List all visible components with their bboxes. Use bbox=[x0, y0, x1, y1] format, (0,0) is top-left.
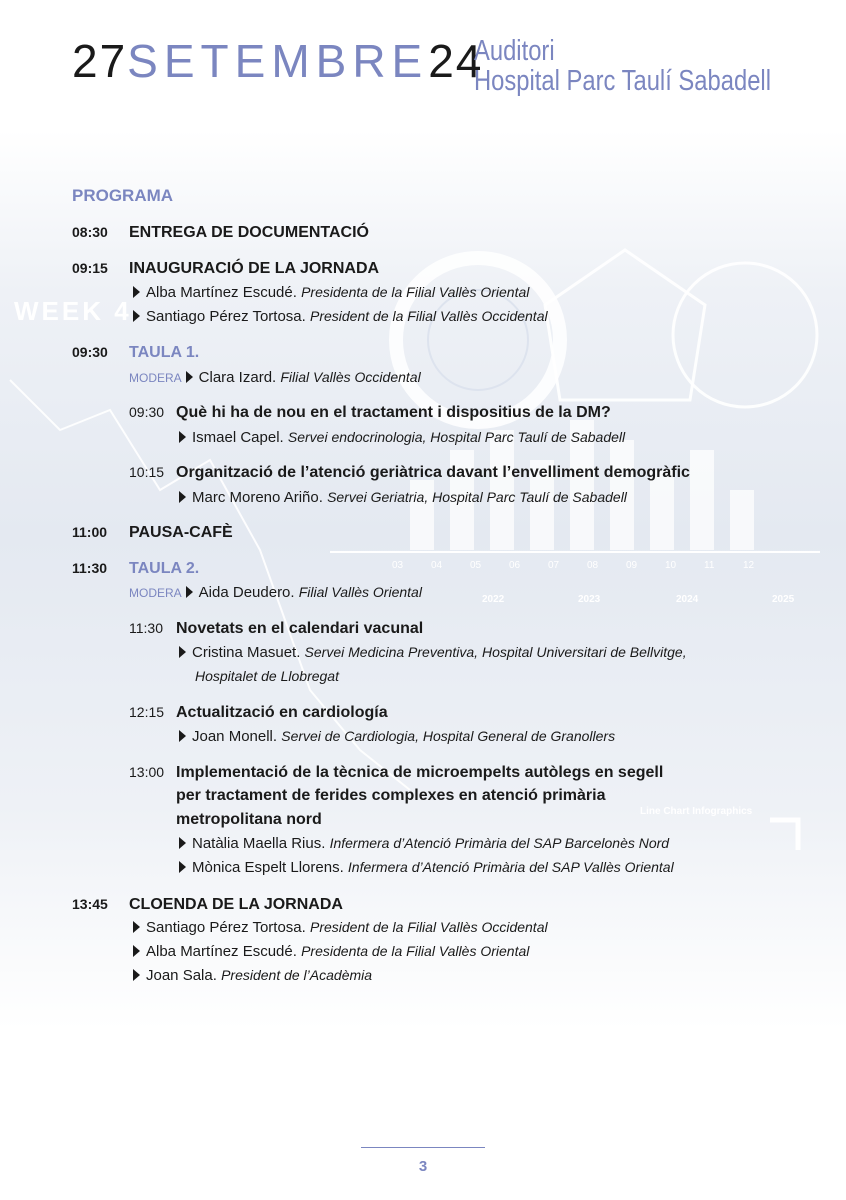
talk-title-line-3: metropolitana nord bbox=[176, 811, 322, 828]
pausa-title: PAUSA-CAFÈ bbox=[129, 524, 233, 541]
pausa-row bbox=[72, 524, 233, 542]
talk-title: Organització de l’atenció geriàtrica davant l’envelliment demogràfic bbox=[176, 464, 690, 481]
bg-year: 2025 bbox=[772, 594, 795, 605]
bg-week-text: WEEK 4 bbox=[14, 296, 132, 326]
caret-right-icon bbox=[133, 921, 140, 933]
taula2-title: TAULA 2. bbox=[129, 560, 200, 577]
speaker-line bbox=[133, 943, 529, 960]
speaker-name: Cristina Masuet. bbox=[192, 644, 301, 661]
speaker-role: Servei Geriatria, Hospital Parc Taulí de Sabadell bbox=[327, 489, 627, 505]
moderator-role: Filial Vallès Occidental bbox=[280, 369, 421, 385]
venue bbox=[474, 36, 771, 96]
bg-chart-num: 11 bbox=[704, 560, 715, 571]
talk-row bbox=[129, 764, 663, 782]
speaker-line bbox=[179, 835, 669, 852]
talk-time: 11:30 bbox=[129, 620, 163, 636]
caret-right-icon bbox=[179, 646, 186, 658]
taula1-time: 09:30 bbox=[72, 344, 108, 360]
speaker-name: Joan Sala. bbox=[146, 967, 217, 984]
moderator-label: MODERA bbox=[129, 371, 182, 385]
caret-right-icon bbox=[179, 861, 186, 873]
inaugura-row bbox=[72, 260, 379, 278]
talk-time: 10:15 bbox=[129, 464, 165, 480]
speaker-role: President de l’Acadèmia bbox=[221, 967, 373, 983]
venue-line-1: Auditori bbox=[474, 35, 555, 67]
bg-year: 2023 bbox=[578, 594, 601, 605]
speaker-role: Servei endocrinologia, Hospital Parc Taulí de Sabadell bbox=[287, 429, 626, 445]
program-label: PROGRAMA bbox=[72, 186, 174, 205]
speaker-name: Ismael Capel. bbox=[192, 429, 284, 446]
talk-title-cont bbox=[176, 787, 606, 805]
bg-infographic-label: Line Chart Infographics bbox=[640, 806, 753, 817]
caret-right-icon bbox=[179, 491, 186, 503]
bg-chart-num: 09 bbox=[626, 560, 638, 571]
entrega-row bbox=[72, 224, 369, 242]
speaker-name: Mònica Espelt Llorens. bbox=[192, 859, 344, 876]
taula2-row bbox=[72, 560, 199, 578]
speaker-line bbox=[179, 489, 627, 506]
entrega-title: ENTREGA DE DOCUMENTACIÓ bbox=[129, 224, 369, 241]
moderator-name: Clara Izard. bbox=[198, 369, 277, 386]
speaker-role: Presidenta de la Filial Vallès Oriental bbox=[301, 943, 530, 959]
pausa-time: 11:00 bbox=[72, 524, 108, 540]
speaker-line bbox=[179, 429, 625, 446]
talk-row bbox=[129, 704, 388, 722]
speaker-role: Infermera d’Atenció Primària del SAP Barcelonès Nord bbox=[329, 835, 670, 851]
footer-divider bbox=[361, 1147, 485, 1148]
talk-title-cont bbox=[176, 811, 322, 829]
speaker-line bbox=[179, 859, 674, 876]
bg-chart-num: 03 bbox=[392, 560, 404, 571]
speaker-line bbox=[133, 919, 548, 936]
speaker-role: Servei de Cardiologia, Hospital General de Granollers bbox=[281, 728, 616, 744]
talk-title: Novetats en el calendari vacunal bbox=[176, 620, 424, 637]
speaker-line bbox=[179, 728, 615, 745]
taula1-title: TAULA 1. bbox=[129, 344, 200, 361]
speaker-name: Marc Moreno Ariño. bbox=[192, 489, 323, 506]
date-day: 27 bbox=[72, 35, 128, 87]
taula2-time: 11:30 bbox=[72, 560, 108, 576]
talk-title: Actualització en cardiología bbox=[176, 704, 388, 721]
event-date bbox=[72, 36, 483, 86]
entrega-time: 08:30 bbox=[72, 224, 108, 240]
talk-title: Què hi ha de nou en el tractament i dispositius de la DM? bbox=[176, 404, 611, 421]
bg-chart-num: 08 bbox=[587, 560, 599, 571]
date-year: 24 bbox=[428, 35, 484, 87]
speaker-line bbox=[179, 644, 687, 661]
bg-chart-num: 10 bbox=[665, 560, 677, 571]
date-month: SETEMBRE bbox=[127, 35, 429, 87]
speaker-name: Natàlia Maella Rius. bbox=[192, 835, 326, 852]
talk-time: 12:15 bbox=[129, 704, 165, 720]
moderator-role: Filial Vallès Oriental bbox=[298, 584, 422, 600]
speaker-line bbox=[133, 284, 529, 301]
speaker-line-cont bbox=[195, 668, 339, 685]
bg-year: 2024 bbox=[676, 594, 699, 605]
bg-chart-num: 12 bbox=[743, 560, 755, 571]
caret-right-icon bbox=[133, 945, 140, 957]
caret-right-icon bbox=[186, 586, 193, 598]
speaker-role: President de la Filial Vallès Occidental bbox=[310, 919, 548, 935]
talk-time: 13:00 bbox=[129, 764, 165, 780]
caret-right-icon bbox=[133, 286, 140, 298]
speaker-name: Santiago Pérez Tortosa. bbox=[146, 919, 306, 936]
speaker-name: Santiago Pérez Tortosa. bbox=[146, 308, 306, 325]
speaker-role: Presidenta de la Filial Vallès Oriental bbox=[301, 284, 530, 300]
cloenda-row bbox=[72, 896, 343, 914]
caret-right-icon bbox=[179, 730, 186, 742]
venue-line-2: Hospital Parc Taulí Sabadell bbox=[474, 65, 771, 97]
caret-right-icon bbox=[133, 310, 140, 322]
speaker-line bbox=[133, 308, 548, 325]
moderator-line bbox=[129, 369, 421, 386]
caret-right-icon bbox=[186, 371, 193, 383]
bg-chart-num: 07 bbox=[548, 560, 560, 571]
talk-row bbox=[129, 404, 611, 422]
cloenda-title: CLOENDA DE LA JORNADA bbox=[129, 896, 343, 913]
speaker-name: Alba Martínez Escudé. bbox=[146, 943, 297, 960]
inaugura-title: INAUGURACIÓ DE LA JORNADA bbox=[129, 260, 380, 277]
speaker-role: Infermera d’Atenció Primària del SAP Vallès Oriental bbox=[347, 859, 674, 875]
bg-chart-num: 05 bbox=[470, 560, 482, 571]
page-number: 3 bbox=[418, 1158, 428, 1175]
talk-time: 09:30 bbox=[129, 404, 165, 420]
inaugura-time: 09:15 bbox=[72, 260, 108, 276]
speaker-name: Alba Martínez Escudé. bbox=[146, 284, 297, 301]
speaker-role: President de la Filial Vallès Occidental bbox=[310, 308, 548, 324]
talk-row bbox=[129, 620, 423, 638]
talk-title-line-2: per tractament de ferides complexes en atenció primària bbox=[176, 787, 606, 804]
cloenda-time: 13:45 bbox=[72, 896, 108, 912]
caret-right-icon bbox=[133, 969, 140, 981]
taula1-row bbox=[72, 344, 199, 362]
talk-row bbox=[129, 464, 690, 482]
bg-year: 2022 bbox=[482, 594, 505, 605]
speaker-role: Servei Medicina Preventiva, Hospital Universitari de Bellvitge, bbox=[304, 644, 687, 660]
caret-right-icon bbox=[179, 837, 186, 849]
speaker-role-cont: Hospitalet de Llobregat bbox=[195, 668, 339, 684]
bg-chart-num: 04 bbox=[431, 560, 443, 571]
speaker-line bbox=[133, 967, 372, 984]
caret-right-icon bbox=[179, 431, 186, 443]
moderator-line bbox=[129, 584, 422, 601]
speaker-name: Joan Monell. bbox=[192, 728, 278, 745]
bg-chart-num: 06 bbox=[509, 560, 521, 571]
moderator-name: Aida Deudero. bbox=[198, 584, 295, 601]
moderator-label: MODERA bbox=[129, 586, 182, 600]
talk-title-line-1: Implementació de la tècnica de microempelts autòlegs en segell bbox=[176, 764, 664, 781]
